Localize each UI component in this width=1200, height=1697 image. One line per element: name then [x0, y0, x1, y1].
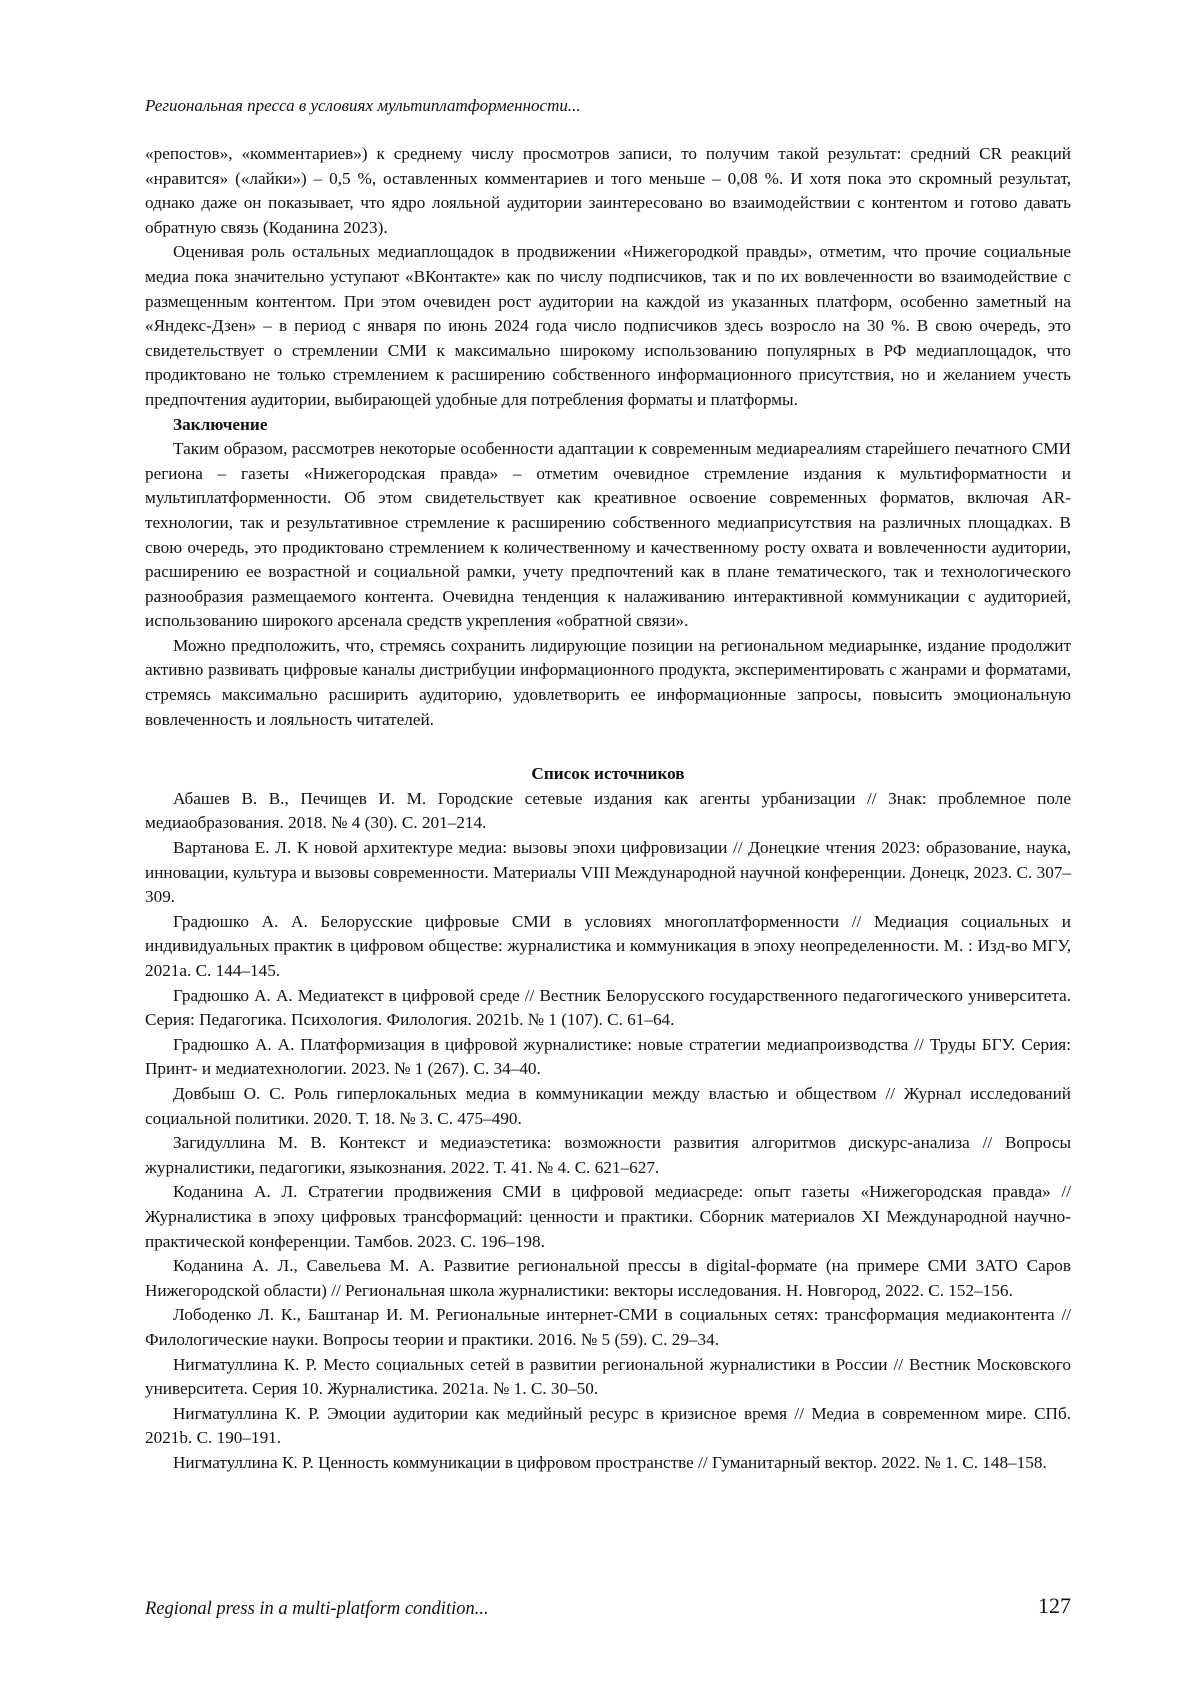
paragraph: Можно предположить, что, стремясь сохранить лидирующие позиции на региональном медиарынке, издание продолжит активно развивать цифровые каналы дистрибуции информационного продукта, экспериментировать с жанрами и форматами, стремясь максимально расширить аудиторию, удовлетворить ее информационные запросы, повысить эмоциональную вовлеченность и лояльность читателей. — [145, 635, 1071, 729]
reference-item: Нигматуллина К. Р. Место социальных сетей в развитии региональной журналистики в России // Вестник Московского университета. Серия 10. Журналистика. 2021a. № 1. С. 30–50. — [145, 1354, 1071, 1399]
reference-item: Нигматуллина К. Р. Ценность коммуникации в цифровом пространстве // Гуманитарный вектор. 2022. № 1. С. 148–158. — [173, 1452, 1047, 1472]
footer-title: Regional press in a multi-platform condition... — [145, 1599, 489, 1619]
page-number: 127 — [1038, 1593, 1071, 1618]
reference-item: Абашев В. В., Печищев И. М. Городские сетевые издания как агенты урбанизации // Знак: проблемное поле медиаобразования. 2018. № 4 (30). С. 201–214. — [145, 788, 1071, 833]
reference-item: Довбыш О. С. Роль гиперлокальных медиа в коммуникации между властью и обществом // Журнал исследований социальной политики. 2020. Т. 18. № 3. С. 475–490. — [145, 1083, 1071, 1128]
references-heading: Список источников — [531, 764, 685, 784]
conclusion-heading: Заключение — [173, 414, 268, 434]
reference-item: Лободенко Л. К., Баштанар И. М. Региональные интернет-СМИ в социальных сетях: трансформация медиаконтента // Филологические науки. Вопросы теории и практики. 2016. № 5 (59). С. 29–34. — [145, 1305, 1071, 1349]
references-list — [145, 787, 1071, 1476]
reference-item: Коданина А. Л., Савельева М. А. Развитие региональной прессы в digital-формате (на примере СМИ ЗАТО Саров Нижегородской области) // Региональная школа журналистики: векторы исследования. Н. Новгород, 2022. С. 152–156. — [145, 1256, 1071, 1300]
reference-item: Градюшко А. А. Медиатекст в цифровой среде // Вестник Белорусского государственного педагогического университета. Серия: Педагогика. Психология. Филология. 2021b. № 1 (107). С. 61–64. — [145, 985, 1071, 1030]
running-head: Региональная пресса в условиях мультиплатформенности... — [145, 96, 581, 115]
reference-item: Загидуллина М. В. Контекст и медиаэстетика: возможности развития алгоритмов дискурс-анализа // Вопросы журналистики, педагогики, языкознания. 2022. Т. 41. № 4. С. 621–627. — [145, 1133, 1071, 1177]
paragraph: Оценивая роль остальных медиаплощадок в продвижении «Нижегородкой правды», отметим, что прочие социальные медиа пока значительно уступают «ВКонтакте» как по числу подписчиков, так и по их вовлеченности во взаимодействие с размещенным контентом. При этом очевиден рост аудитории на каждой из указанных платформ, особенно заметный на «Яндекс-Дзен» – в период с января по июнь 2024 года число подписчиков здесь возросло на 30 %. В свою очередь, это свидетельствует о стремлении СМИ к максимально широкому использованию популярных в РФ медиаплощадок, что продиктовано не только стремлением к расширению собственного информационного присутствия, но и желанием учесть предпочтения аудитории, выбирающей удобные для потребления форматы и платформы. — [145, 242, 1071, 409]
paragraph: «репостов», «комментариев») к среднему числу просмотров записи, то получим такой результат: средний CR реакций «нравится» («лайки») – 0,5 %, оставленных комментариев и того меньше – 0,08 %. И хотя пока это скромный результат, однако даже он показывает, что ядро лояльной аудитории заинтересовано во взаимодействии с контентом и готово давать обратную связь (Коданина 2023). — [145, 144, 1071, 237]
page-footer — [145, 1593, 1071, 1621]
reference-item: Коданина А. Л. Стратегии продвижения СМИ в цифровой медиасреде: опыт газеты «Нижегородская правда» // Журналистика в эпоху цифровых трансформаций: ценности и практики. Сборник материалов XI Международной научно-практической конференции. Тамбов. 2023. С. 196–198. — [145, 1182, 1071, 1251]
article-body — [145, 142, 1071, 1475]
reference-item: Вартанова Е. Л. К новой архитектуре медиа: вызовы эпохи цифровизации // Донецкие чтения 2023: образование, наука, инновации, культура и вызовы современности. Материалы VIII Международной научной конференции. Донецк, 2023. С. 307–309. — [145, 838, 1071, 907]
paragraph: Таким образом, рассмотрев некоторые особенности адаптации к современным медиареалиям старейшего печатного СМИ региона – газеты «Нижегородская правда» – отметим очевидное стремление издания к мультиформатности и мультиплатформенности. Об этом свидетельствует как креативное освоение современных форматов, включая AR-технологии, так и результативное стремление к расширению собственного медиаприсутствия на различных площадках. В свою очередь, это продиктовано стремлением к количественному и качественному росту охвата и вовлеченности аудитории, расширению ее возрастной и социальной рамки, учету предпочтений как в плане тематического, так и технологического разнообразия размещаемого контента. Очевидна тенденция к налаживанию интерактивной коммуникации с аудиторией, использованию широкого арсенала средств укрепления «обратной связи». — [145, 439, 1071, 631]
reference-item: Градюшко А. А. Платформизация в цифровой журналистике: новые стратегии медиапроизводства // Труды БГУ. Серия: Принт- и медиатехнологии. 2023. № 1 (267). С. 34–40. — [145, 1034, 1071, 1079]
reference-item: Нигматуллина К. Р. Эмоции аудитории как медийный ресурс в кризисное время // Медиа в современном мире. СПб. 2021b. С. 190–191. — [145, 1403, 1071, 1448]
reference-item: Градюшко А. А. Белорусские цифровые СМИ в условиях многоплатформенности // Медиация социальных и индивидуальных практик в цифровом обществе: журналистика и коммуникация в эпоху неопределенности. М. : Изд-во МГУ, 2021a. С. 144–145. — [145, 911, 1071, 980]
